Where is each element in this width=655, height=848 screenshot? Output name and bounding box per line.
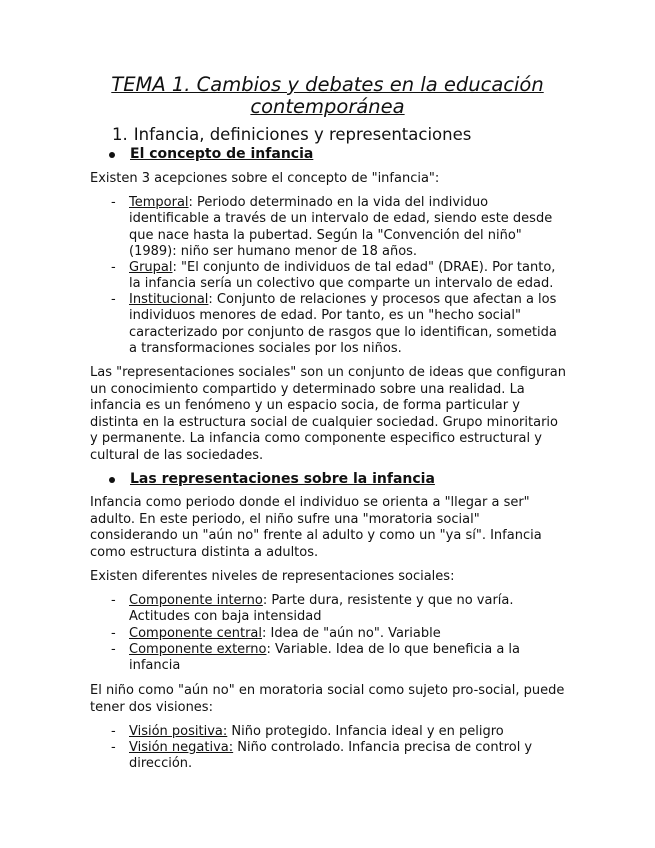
dash-marker: - xyxy=(111,260,116,275)
dash-marker: - xyxy=(111,292,116,307)
list-item-vision-positiva: - Visión positiva: Niño protegido. Infancia ideal y en peligro xyxy=(111,724,504,739)
paragraph-periodo: Infancia como periodo donde el individuo se orienta a "llegar a ser" adulto. En este periodo, el niño sufre una "moratoria social" considerando un "aún no" frente al adulto y como un "ya sí". Infancia como estructura distinta a adultos. xyxy=(90,495,542,560)
intro-paragraph: Existen 3 acepciones sobre el concepto de "infancia": xyxy=(90,171,440,186)
term: Visión positiva: xyxy=(129,724,228,739)
title-line-2: contemporánea xyxy=(250,95,405,118)
paragraph-niveles: Existen diferentes niveles de representaciones sociales: xyxy=(90,569,455,584)
dash-marker: - xyxy=(111,724,116,739)
term: Temporal xyxy=(129,195,189,210)
paragraph-representaciones: Las "representaciones sociales" son un conjunto de ideas que configuran un conocimiento compartido y determinado sobre una realidad. La infancia es un fenómeno y un espacio socia, de forma particular y distinta en la estructura social de cualquier sociedad. Grupo minoritario y permanente. La infancia como componente especifico estructural y cultural de las sociedades. xyxy=(90,365,566,463)
title-line-1: TEMA 1. Cambios y debates en la educación xyxy=(111,73,544,96)
list-item-temporal: - Temporal: Periodo determinado en la vida del individuo identificable a través de un intervalo de edad, siendo este desde que nace hasta la pubertad. Según la "Convención del niño" (1989): niño ser humano menor de 18 años. xyxy=(111,195,553,259)
document-title xyxy=(60,74,595,118)
dash-marker: - xyxy=(111,642,116,657)
dash-marker: - xyxy=(111,195,116,210)
term: Visión negativa: xyxy=(129,740,234,755)
list-item-componente-interno: - Componente interno: Parte dura, resistente y que no varía. Actitudes con baja intensidad xyxy=(111,593,514,625)
term: Grupal xyxy=(129,260,173,275)
subheading-representaciones: Las representaciones sobre la infancia xyxy=(130,471,435,487)
list-item-componente-externo: - Componente externo: Variable. Idea de lo que beneficia a la infancia xyxy=(111,642,520,674)
section-heading xyxy=(112,125,471,145)
term: Componente interno xyxy=(129,593,263,608)
dash-marker: - xyxy=(111,740,116,755)
term: Componente central xyxy=(129,626,263,641)
list-item-vision-negativa: - Visión negativa: Niño controlado. Infancia precisa de control y dirección. xyxy=(111,740,533,772)
section-number: 1. xyxy=(112,125,128,144)
list-item-componente-central: - Componente central: Idea de "aún no". Variable xyxy=(111,626,441,641)
list-item-grupal: - Grupal: "El conjunto de individuos de tal edad" (DRAE). Por tanto, la infancia sería un colectivo que comparte un intervalo de edad. xyxy=(111,260,556,292)
bullet-icon xyxy=(109,152,115,158)
term: Institucional xyxy=(129,292,209,307)
list-item-institucional: - Institucional: Conjunto de relaciones y procesos que afectan a los individuos menores de edad. Por tanto, es un "hecho social" caracterizado por conjunto de rasgos que lo identifican, sometida a transformaciones sociales por los niños. xyxy=(111,292,557,356)
dash-marker: - xyxy=(111,593,116,608)
dash-marker: - xyxy=(111,626,116,641)
term: Componente externo xyxy=(129,642,267,657)
bullet-icon xyxy=(109,477,115,483)
section-title: Infancia, definiciones y representaciones xyxy=(133,125,472,144)
paragraph-visiones: El niño como "aún no" en moratoria social como sujeto pro-social, puede tener dos visiones: xyxy=(90,683,565,715)
subheading-concepto: El concepto de infancia xyxy=(130,146,313,162)
